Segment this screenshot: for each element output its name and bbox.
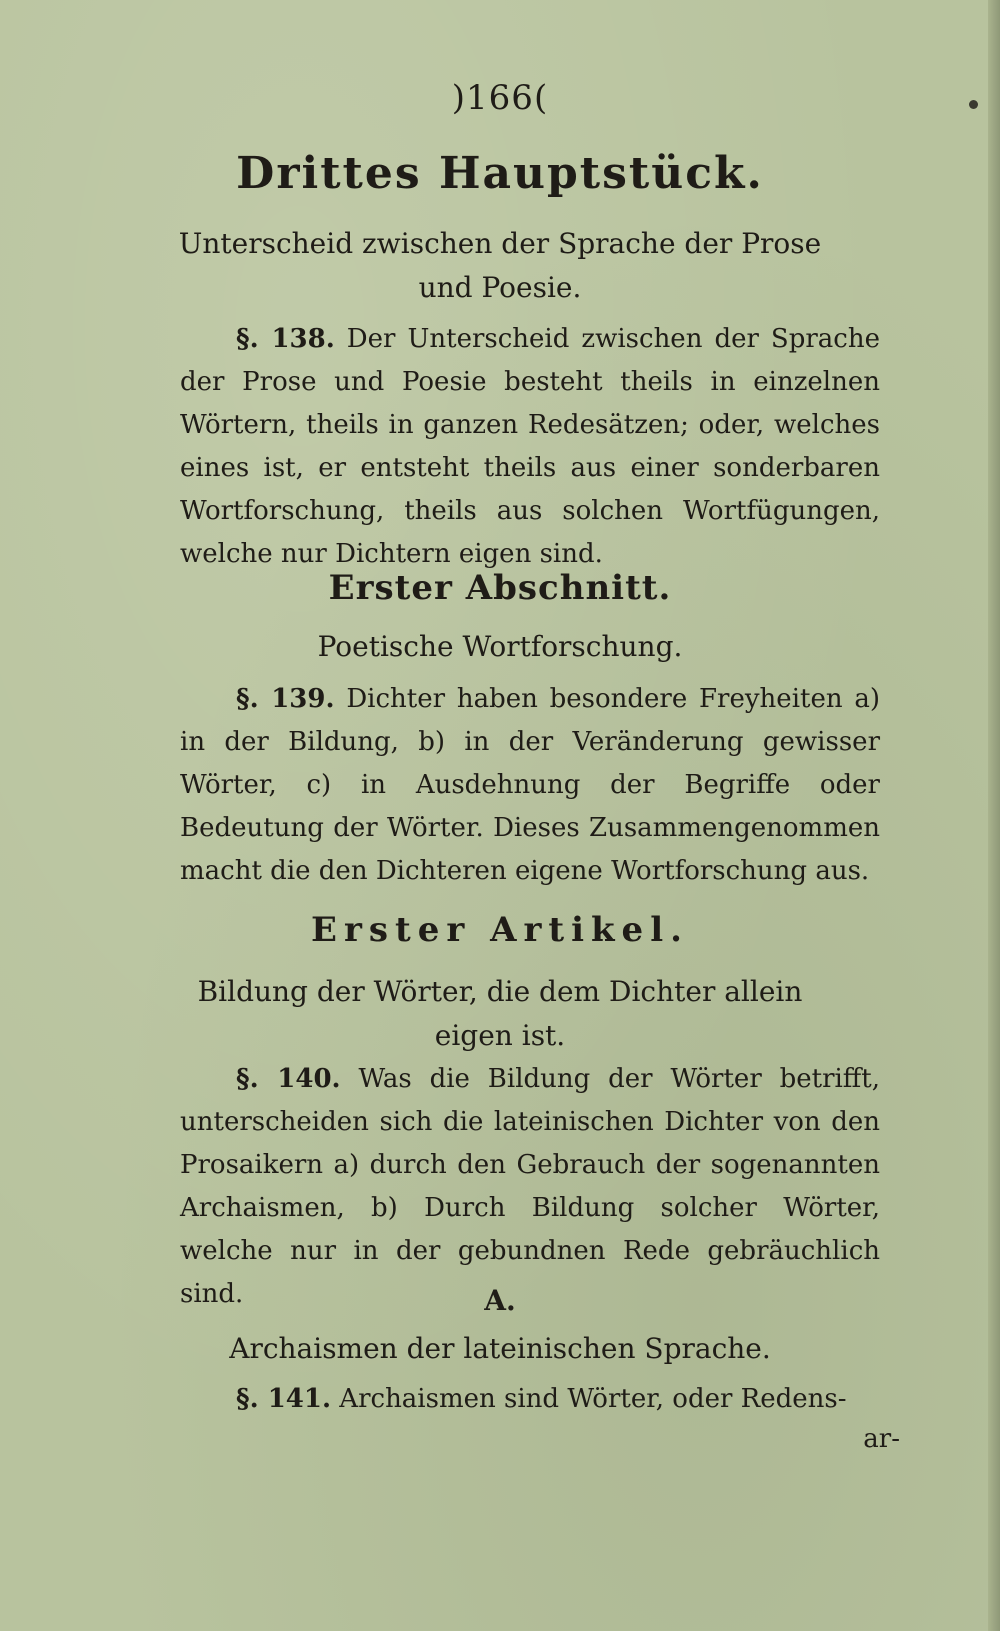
- paragraph-139-text: Dichter haben besondere Freyheiten a) in der Bildung, b) in der Veränderung gewisser Wörter, c) in Ausdehnung der Begriffe oder Bedeutung der Wörter. Dieses Zusammengenommen macht die den Dichteren eigene Wortforschung aus.: [180, 684, 881, 886]
- subsection-letter: A.: [484, 1284, 516, 1317]
- section-subtitle: Poetische Wortforschung.: [317, 630, 683, 663]
- paragraph-141-sig: §. 141.: [236, 1384, 332, 1414]
- paragraph-138-text: Der Unterscheid zwischen der Sprache der Prose und Poesie besteht theils in einzelnen Wörtern, theils in ganzen Redesätzen; oder, welches eines ist, er entsteht theils aus einer sonderbaren Wortforschung, theils aus solchen Wortfügungen, welche nur Dichtern eigen sind.: [180, 324, 880, 569]
- page-number: )166(: [451, 78, 549, 118]
- article-subtitle: [0, 970, 1000, 1058]
- article-subtitle-line2: eigen ist.: [434, 1019, 566, 1052]
- chapter-subtitle: [0, 222, 1000, 310]
- subsection-title: Archaismen der lateinischen Sprache.: [229, 1332, 771, 1365]
- section-title: Erster Abschnitt.: [328, 568, 672, 608]
- paragraph-140-text: Was die Bildung der Wörter betrifft, unterscheiden sich die lateinischen Dichter von den Prosaikern a) durch den Gebrauch der sogenannten Archaismen, b) Durch Bildung solcher Wörter, welche nur in der gebundnen Rede gebräuchlich sind.: [180, 1064, 880, 1309]
- paragraph-138: [180, 318, 880, 576]
- catchword: ar-: [863, 1424, 900, 1454]
- paragraph-141-body: [180, 1378, 880, 1421]
- article-subtitle-line1: Bildung der Wörter, die dem Dichter allein: [197, 975, 803, 1008]
- paragraph-138-body: [180, 318, 880, 576]
- chapter-subtitle-line1: Unterscheid zwischen der Sprache der Prose: [178, 227, 822, 260]
- paragraph-139-body: [180, 678, 880, 893]
- paragraph-140-body: [180, 1058, 880, 1316]
- article-title: Erster Artikel.: [311, 910, 689, 950]
- paragraph-141: [180, 1378, 880, 1421]
- chapter-subtitle-line2: und Poesie.: [418, 271, 582, 304]
- paragraph-139-sig: §. 139.: [236, 684, 335, 714]
- paragraph-140-sig: §. 140.: [236, 1064, 341, 1094]
- paragraph-140: [180, 1058, 880, 1316]
- paragraph-139: [180, 678, 880, 893]
- paragraph-141-text: Archaismen sind Wörter, oder Redens-: [339, 1384, 847, 1414]
- chapter-title: Drittes Hauptstück.: [236, 148, 764, 199]
- paragraph-138-sig: §. 138.: [236, 324, 335, 354]
